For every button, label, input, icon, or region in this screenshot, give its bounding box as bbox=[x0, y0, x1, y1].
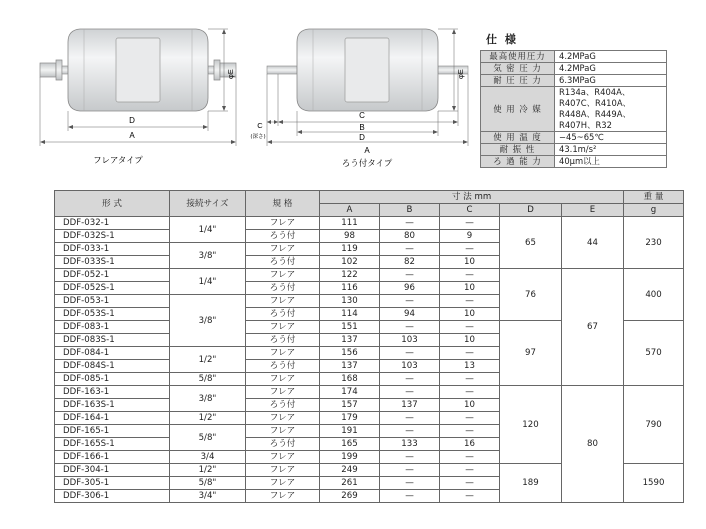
spec-label: 使 用 冷 媒 bbox=[481, 87, 555, 132]
model-cell: DDF-053S-1 bbox=[55, 308, 170, 321]
flare-dim-e: φE bbox=[226, 69, 235, 79]
dim-c-cell: — bbox=[440, 217, 500, 230]
spec-value: 6.3MPaG bbox=[555, 75, 667, 87]
header-c: C bbox=[440, 204, 500, 217]
type-cell: ろう付 bbox=[246, 230, 320, 243]
dim-c-cell: — bbox=[440, 386, 500, 399]
model-cell: DDF-053-1 bbox=[55, 295, 170, 308]
spec-row bbox=[481, 87, 667, 132]
spec-row bbox=[481, 132, 667, 144]
dim-c-cell: — bbox=[440, 464, 500, 477]
size-cell: 5/8" bbox=[170, 477, 246, 490]
spec-row bbox=[481, 144, 667, 156]
dim-d-cell: 120 bbox=[500, 386, 562, 464]
dim-c-cell: 10 bbox=[440, 334, 500, 347]
spec-row bbox=[481, 75, 667, 87]
dim-a-cell: 102 bbox=[320, 256, 380, 269]
size-cell: 1/2" bbox=[170, 412, 246, 425]
brazed-dim-e: φE bbox=[456, 69, 465, 79]
type-cell: フレア bbox=[246, 347, 320, 360]
dim-b-cell: — bbox=[380, 477, 440, 490]
type-cell: ろう付 bbox=[246, 256, 320, 269]
dim-a-cell: 249 bbox=[320, 464, 380, 477]
dim-c-cell: — bbox=[440, 269, 500, 282]
header-weight: 重 量 bbox=[624, 191, 684, 204]
table-row bbox=[55, 386, 684, 399]
brazed-dim-b: B bbox=[359, 123, 365, 132]
dim-c-cell: 9 bbox=[440, 230, 500, 243]
dim-c-cell: 10 bbox=[440, 256, 500, 269]
spec-table bbox=[480, 50, 667, 168]
model-cell: DDF-052-1 bbox=[55, 269, 170, 282]
dim-a-cell: 114 bbox=[320, 308, 380, 321]
spec-label: ろ 過 能 力 bbox=[481, 156, 555, 168]
dim-b-cell: 137 bbox=[380, 399, 440, 412]
header-spec: 規 格 bbox=[246, 191, 320, 217]
dim-a-cell: 191 bbox=[320, 425, 380, 438]
spec-title: 仕 様 bbox=[486, 33, 518, 46]
spec-value: 4.2MPaG bbox=[555, 51, 667, 63]
dim-c-cell: — bbox=[440, 321, 500, 334]
dim-a-cell: 269 bbox=[320, 490, 380, 503]
flare-dim-d: D bbox=[129, 116, 135, 125]
model-cell: DDF-052S-1 bbox=[55, 282, 170, 295]
dim-b-cell: 82 bbox=[380, 256, 440, 269]
dim-e-cell: 44 bbox=[562, 217, 624, 269]
spec-value: 4.2MPaG bbox=[555, 63, 667, 75]
dim-c-cell: — bbox=[440, 425, 500, 438]
dim-c-cell: — bbox=[440, 295, 500, 308]
size-cell: 5/8" bbox=[170, 373, 246, 386]
weight-cell: 570 bbox=[624, 321, 684, 386]
spec-label: 耐 圧 圧 力 bbox=[481, 75, 555, 87]
dim-c-cell: — bbox=[440, 412, 500, 425]
model-cell: DDF-033S-1 bbox=[55, 256, 170, 269]
size-cell: 1/4" bbox=[170, 269, 246, 295]
table-row bbox=[55, 269, 684, 282]
dim-a-cell: 174 bbox=[320, 386, 380, 399]
type-cell: フレア bbox=[246, 490, 320, 503]
header-d: D bbox=[500, 204, 562, 217]
dim-e-cell: 80 bbox=[562, 386, 624, 503]
table-row bbox=[55, 217, 684, 230]
spec-value: 43.1m/s² bbox=[555, 144, 667, 156]
type-cell: フレア bbox=[246, 373, 320, 386]
weight-cell: 230 bbox=[624, 217, 684, 269]
dim-a-cell: 119 bbox=[320, 243, 380, 256]
model-cell: DDF-032S-1 bbox=[55, 230, 170, 243]
dim-b-cell: — bbox=[380, 425, 440, 438]
header-a: A bbox=[320, 204, 380, 217]
model-cell: DDF-165-1 bbox=[55, 425, 170, 438]
header-b: B bbox=[380, 204, 440, 217]
size-cell: 3/8" bbox=[170, 295, 246, 347]
dim-c-cell: 10 bbox=[440, 399, 500, 412]
dim-a-cell: 137 bbox=[320, 334, 380, 347]
dim-b-cell: — bbox=[380, 451, 440, 464]
model-cell: DDF-032-1 bbox=[55, 217, 170, 230]
dim-c-cell: 10 bbox=[440, 308, 500, 321]
dim-a-cell: 157 bbox=[320, 399, 380, 412]
size-cell: 3/8" bbox=[170, 386, 246, 412]
dim-e-cell: 67 bbox=[562, 269, 624, 386]
type-cell: ろう付 bbox=[246, 308, 320, 321]
type-cell: ろう付 bbox=[246, 282, 320, 295]
brazed-dim-c-note: (深さ) bbox=[250, 134, 266, 140]
model-cell: DDF-164-1 bbox=[55, 412, 170, 425]
dim-a-cell: 168 bbox=[320, 373, 380, 386]
flare-caption: フレアタイプ bbox=[93, 156, 143, 166]
size-cell: 1/2" bbox=[170, 464, 246, 477]
type-cell: ろう付 bbox=[246, 334, 320, 347]
dim-b-cell: — bbox=[380, 243, 440, 256]
spec-value: R134a、R404A、R407C、R410A、R448A、R449A、R407H、R32 bbox=[555, 87, 667, 132]
model-cell: DDF-306-1 bbox=[55, 490, 170, 503]
brazed-dim-c-top: C bbox=[359, 111, 365, 120]
dim-b-cell: 96 bbox=[380, 282, 440, 295]
size-cell: 5/8" bbox=[170, 425, 246, 451]
dim-c-cell: — bbox=[440, 347, 500, 360]
brazed-dim-d: D bbox=[359, 133, 365, 142]
model-cell: DDF-084-1 bbox=[55, 347, 170, 360]
dim-b-cell: — bbox=[380, 295, 440, 308]
brazed-dim-c: C bbox=[257, 121, 263, 130]
dim-c-cell: — bbox=[440, 477, 500, 490]
dim-c-cell: — bbox=[440, 243, 500, 256]
dim-d-cell: 76 bbox=[500, 269, 562, 321]
flare-dim-a: A bbox=[129, 131, 135, 140]
header-weight-unit: g bbox=[624, 204, 684, 217]
dim-b-cell: — bbox=[380, 373, 440, 386]
dim-b-cell: 103 bbox=[380, 334, 440, 347]
dim-c-cell: — bbox=[440, 451, 500, 464]
model-cell: DDF-166-1 bbox=[55, 451, 170, 464]
model-cell: DDF-084S-1 bbox=[55, 360, 170, 373]
spec-row bbox=[481, 63, 667, 75]
dim-b-cell: — bbox=[380, 321, 440, 334]
dim-b-cell: — bbox=[380, 217, 440, 230]
model-cell: DDF-165S-1 bbox=[55, 438, 170, 451]
dim-c-cell: 10 bbox=[440, 282, 500, 295]
model-cell: DDF-304-1 bbox=[55, 464, 170, 477]
dim-a-cell: 122 bbox=[320, 269, 380, 282]
dim-b-cell: 133 bbox=[380, 438, 440, 451]
model-cell: DDF-305-1 bbox=[55, 477, 170, 490]
dim-a-cell: 156 bbox=[320, 347, 380, 360]
header-dims: 寸 法 mm bbox=[320, 191, 624, 204]
dim-b-cell: — bbox=[380, 269, 440, 282]
weight-cell: 400 bbox=[624, 269, 684, 321]
header-size: 接続サイズ bbox=[170, 191, 246, 217]
model-cell: DDF-163S-1 bbox=[55, 399, 170, 412]
type-cell: ろう付 bbox=[246, 438, 320, 451]
brazed-dim-a: A bbox=[364, 146, 370, 155]
spec-value: −45~65℃ bbox=[555, 132, 667, 144]
dim-c-cell: 16 bbox=[440, 438, 500, 451]
type-cell: ろう付 bbox=[246, 360, 320, 373]
dim-a-cell: 165 bbox=[320, 438, 380, 451]
dim-a-cell: 261 bbox=[320, 477, 380, 490]
dim-b-cell: — bbox=[380, 386, 440, 399]
dim-a-cell: 151 bbox=[320, 321, 380, 334]
dim-c-cell: 13 bbox=[440, 360, 500, 373]
brazed-caption: ろう付タイプ bbox=[341, 159, 393, 169]
dim-c-cell: — bbox=[440, 373, 500, 386]
size-cell: 1/4" bbox=[170, 217, 246, 243]
type-cell: フレア bbox=[246, 477, 320, 490]
type-cell: フレア bbox=[246, 243, 320, 256]
size-cell: 3/8" bbox=[170, 243, 246, 269]
flare-type-drawing bbox=[40, 29, 236, 146]
dim-d-cell: 65 bbox=[500, 217, 562, 269]
size-cell: 1/2" bbox=[170, 347, 246, 373]
type-cell: ろう付 bbox=[246, 399, 320, 412]
dim-b-cell: — bbox=[380, 490, 440, 503]
product-table bbox=[54, 190, 684, 503]
dim-a-cell: 111 bbox=[320, 217, 380, 230]
size-cell: 3/4 bbox=[170, 451, 246, 464]
spec-panel bbox=[480, 31, 667, 168]
model-cell: DDF-163-1 bbox=[55, 386, 170, 399]
type-cell: フレア bbox=[246, 451, 320, 464]
dim-b-cell: — bbox=[380, 412, 440, 425]
dim-a-cell: 179 bbox=[320, 412, 380, 425]
weight-cell: 1590 bbox=[624, 464, 684, 503]
dim-a-cell: 199 bbox=[320, 451, 380, 464]
brazed-type-drawing bbox=[267, 29, 468, 146]
header-e: E bbox=[562, 204, 624, 217]
spec-label: 気 密 圧 力 bbox=[481, 63, 555, 75]
spec-label: 最高使用圧力 bbox=[481, 51, 555, 63]
dim-d-cell: 189 bbox=[500, 464, 562, 503]
type-cell: フレア bbox=[246, 321, 320, 334]
dim-c-cell: — bbox=[440, 490, 500, 503]
size-cell: 3/4" bbox=[170, 490, 246, 503]
model-cell: DDF-083S-1 bbox=[55, 334, 170, 347]
dim-b-cell: 80 bbox=[380, 230, 440, 243]
spec-row bbox=[481, 156, 667, 168]
dim-b-cell: — bbox=[380, 347, 440, 360]
weight-cell: 790 bbox=[624, 386, 684, 464]
dim-b-cell: 94 bbox=[380, 308, 440, 321]
spec-row bbox=[481, 51, 667, 63]
dim-a-cell: 98 bbox=[320, 230, 380, 243]
dim-a-cell: 130 bbox=[320, 295, 380, 308]
header-row bbox=[55, 191, 684, 204]
type-cell: フレア bbox=[246, 269, 320, 282]
spec-label: 使 用 温 度 bbox=[481, 132, 555, 144]
type-cell: フレア bbox=[246, 217, 320, 230]
dim-b-cell: 103 bbox=[380, 360, 440, 373]
model-cell: DDF-083-1 bbox=[55, 321, 170, 334]
dim-b-cell: — bbox=[380, 464, 440, 477]
spec-value: 40μm以上 bbox=[555, 156, 667, 168]
type-cell: フレア bbox=[246, 464, 320, 477]
header-model: 形 式 bbox=[55, 191, 170, 217]
model-cell: DDF-085-1 bbox=[55, 373, 170, 386]
type-cell: フレア bbox=[246, 295, 320, 308]
spec-label: 耐 振 性 bbox=[481, 144, 555, 156]
dim-a-cell: 137 bbox=[320, 360, 380, 373]
type-cell: フレア bbox=[246, 425, 320, 438]
dim-a-cell: 116 bbox=[320, 282, 380, 295]
type-cell: フレア bbox=[246, 386, 320, 399]
model-cell: DDF-033-1 bbox=[55, 243, 170, 256]
dim-d-cell: 97 bbox=[500, 321, 562, 386]
type-cell: フレア bbox=[246, 412, 320, 425]
